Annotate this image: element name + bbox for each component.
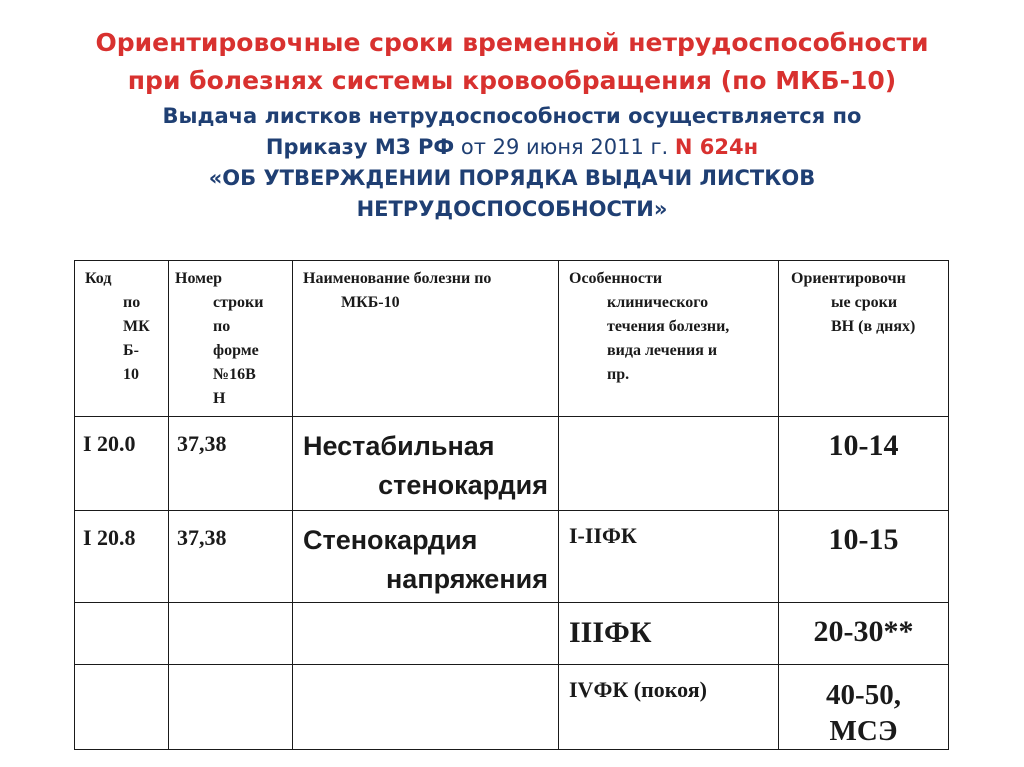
- disease-line: Стенокардия: [303, 525, 478, 555]
- title-line-2: при болезнях системы кровообращения (по МКБ-10): [127, 66, 897, 95]
- disease-line: стенокардия: [378, 470, 548, 500]
- table-row: [75, 665, 949, 750]
- disease-line: напряжения: [386, 564, 548, 594]
- title-line-1: Ориентировочные сроки временной нетрудоспособности: [95, 28, 929, 57]
- header-features-line: пр.: [607, 366, 630, 383]
- header-row-number-line: строки: [213, 294, 264, 311]
- header-features-line: течения болезни,: [607, 318, 730, 335]
- table-row: [75, 603, 949, 665]
- header-duration-line: Ориентировочн: [791, 270, 906, 287]
- header-row-number-line: Н: [213, 390, 226, 407]
- cell-features: [559, 417, 779, 511]
- header-features: [559, 261, 779, 417]
- cell-duration: 20-30**: [779, 603, 949, 665]
- disease-line: Нестабильная: [303, 431, 495, 461]
- header-row-number-line: форме: [213, 342, 259, 359]
- subtitle-line-4: НЕТРУДОСПОСОБНОСТИ»: [356, 197, 668, 221]
- duration-line: 40-50,: [826, 679, 901, 711]
- header-duration-line: ВН (в днях): [831, 318, 916, 335]
- header-duration: [779, 261, 949, 417]
- table-row: [75, 417, 949, 511]
- cell-row-number: [169, 665, 293, 750]
- header-row-number-line: Номер: [175, 270, 223, 287]
- cell-features: IVФК (покоя): [559, 665, 779, 750]
- header-row-number-line: по: [213, 318, 231, 335]
- header-code-line: Б-: [123, 342, 139, 359]
- header-disease-line: МКБ-10: [341, 294, 400, 311]
- table-row: [75, 511, 949, 603]
- header-row-number-line: №16В: [213, 366, 256, 383]
- subtitle-line-1: Выдача листков нетрудоспособности осуществляется по: [162, 104, 862, 128]
- header-code-line: 10: [123, 366, 139, 383]
- subtitle-line-2: [0, 132, 1024, 163]
- table-header-row: [75, 261, 949, 417]
- disability-duration-table: [74, 260, 949, 750]
- cell-features: IIIФК: [559, 603, 779, 665]
- cell-disease: [293, 511, 559, 603]
- cell-code: I 20.0: [75, 417, 169, 511]
- header-features-line: клинического: [607, 294, 709, 311]
- header-duration-line: ые сроки: [831, 294, 898, 311]
- order-name: Приказу МЗ РФ: [265, 135, 455, 159]
- cell-code: [75, 603, 169, 665]
- duration-line: МСЭ: [829, 715, 898, 747]
- cell-disease: [293, 603, 559, 665]
- cell-row-number: 37,38: [169, 417, 293, 511]
- cell-disease: [293, 417, 559, 511]
- header-code-line: МК: [123, 318, 150, 335]
- header-features-line: вида лечения и: [607, 342, 718, 359]
- header-disease-line: Наименование болезни по: [303, 270, 492, 287]
- subtitle-line-3: «ОБ УТВЕРЖДЕНИИ ПОРЯДКА ВЫДАЧИ ЛИСТКОВ: [208, 166, 816, 190]
- order-date: от 29 июня 2011 г.: [454, 135, 675, 159]
- cell-disease: [293, 665, 559, 750]
- cell-code: I 20.8: [75, 511, 169, 603]
- cell-duration: 10-15: [779, 511, 949, 603]
- header-code-line: Код: [85, 270, 112, 287]
- cell-duration: [779, 665, 949, 750]
- order-number: N 624н: [674, 135, 759, 159]
- header-features-line: Особенности: [569, 270, 663, 287]
- cell-duration: 10-14: [779, 417, 949, 511]
- cell-row-number: [169, 603, 293, 665]
- header-disease-name: [293, 261, 559, 417]
- cell-row-number: 37,38: [169, 511, 293, 603]
- header-row-number: [169, 261, 293, 417]
- cell-code: [75, 665, 169, 750]
- cell-features: I-IIФК: [559, 511, 779, 603]
- header-code: [75, 261, 169, 417]
- header-code-line: по: [123, 294, 141, 311]
